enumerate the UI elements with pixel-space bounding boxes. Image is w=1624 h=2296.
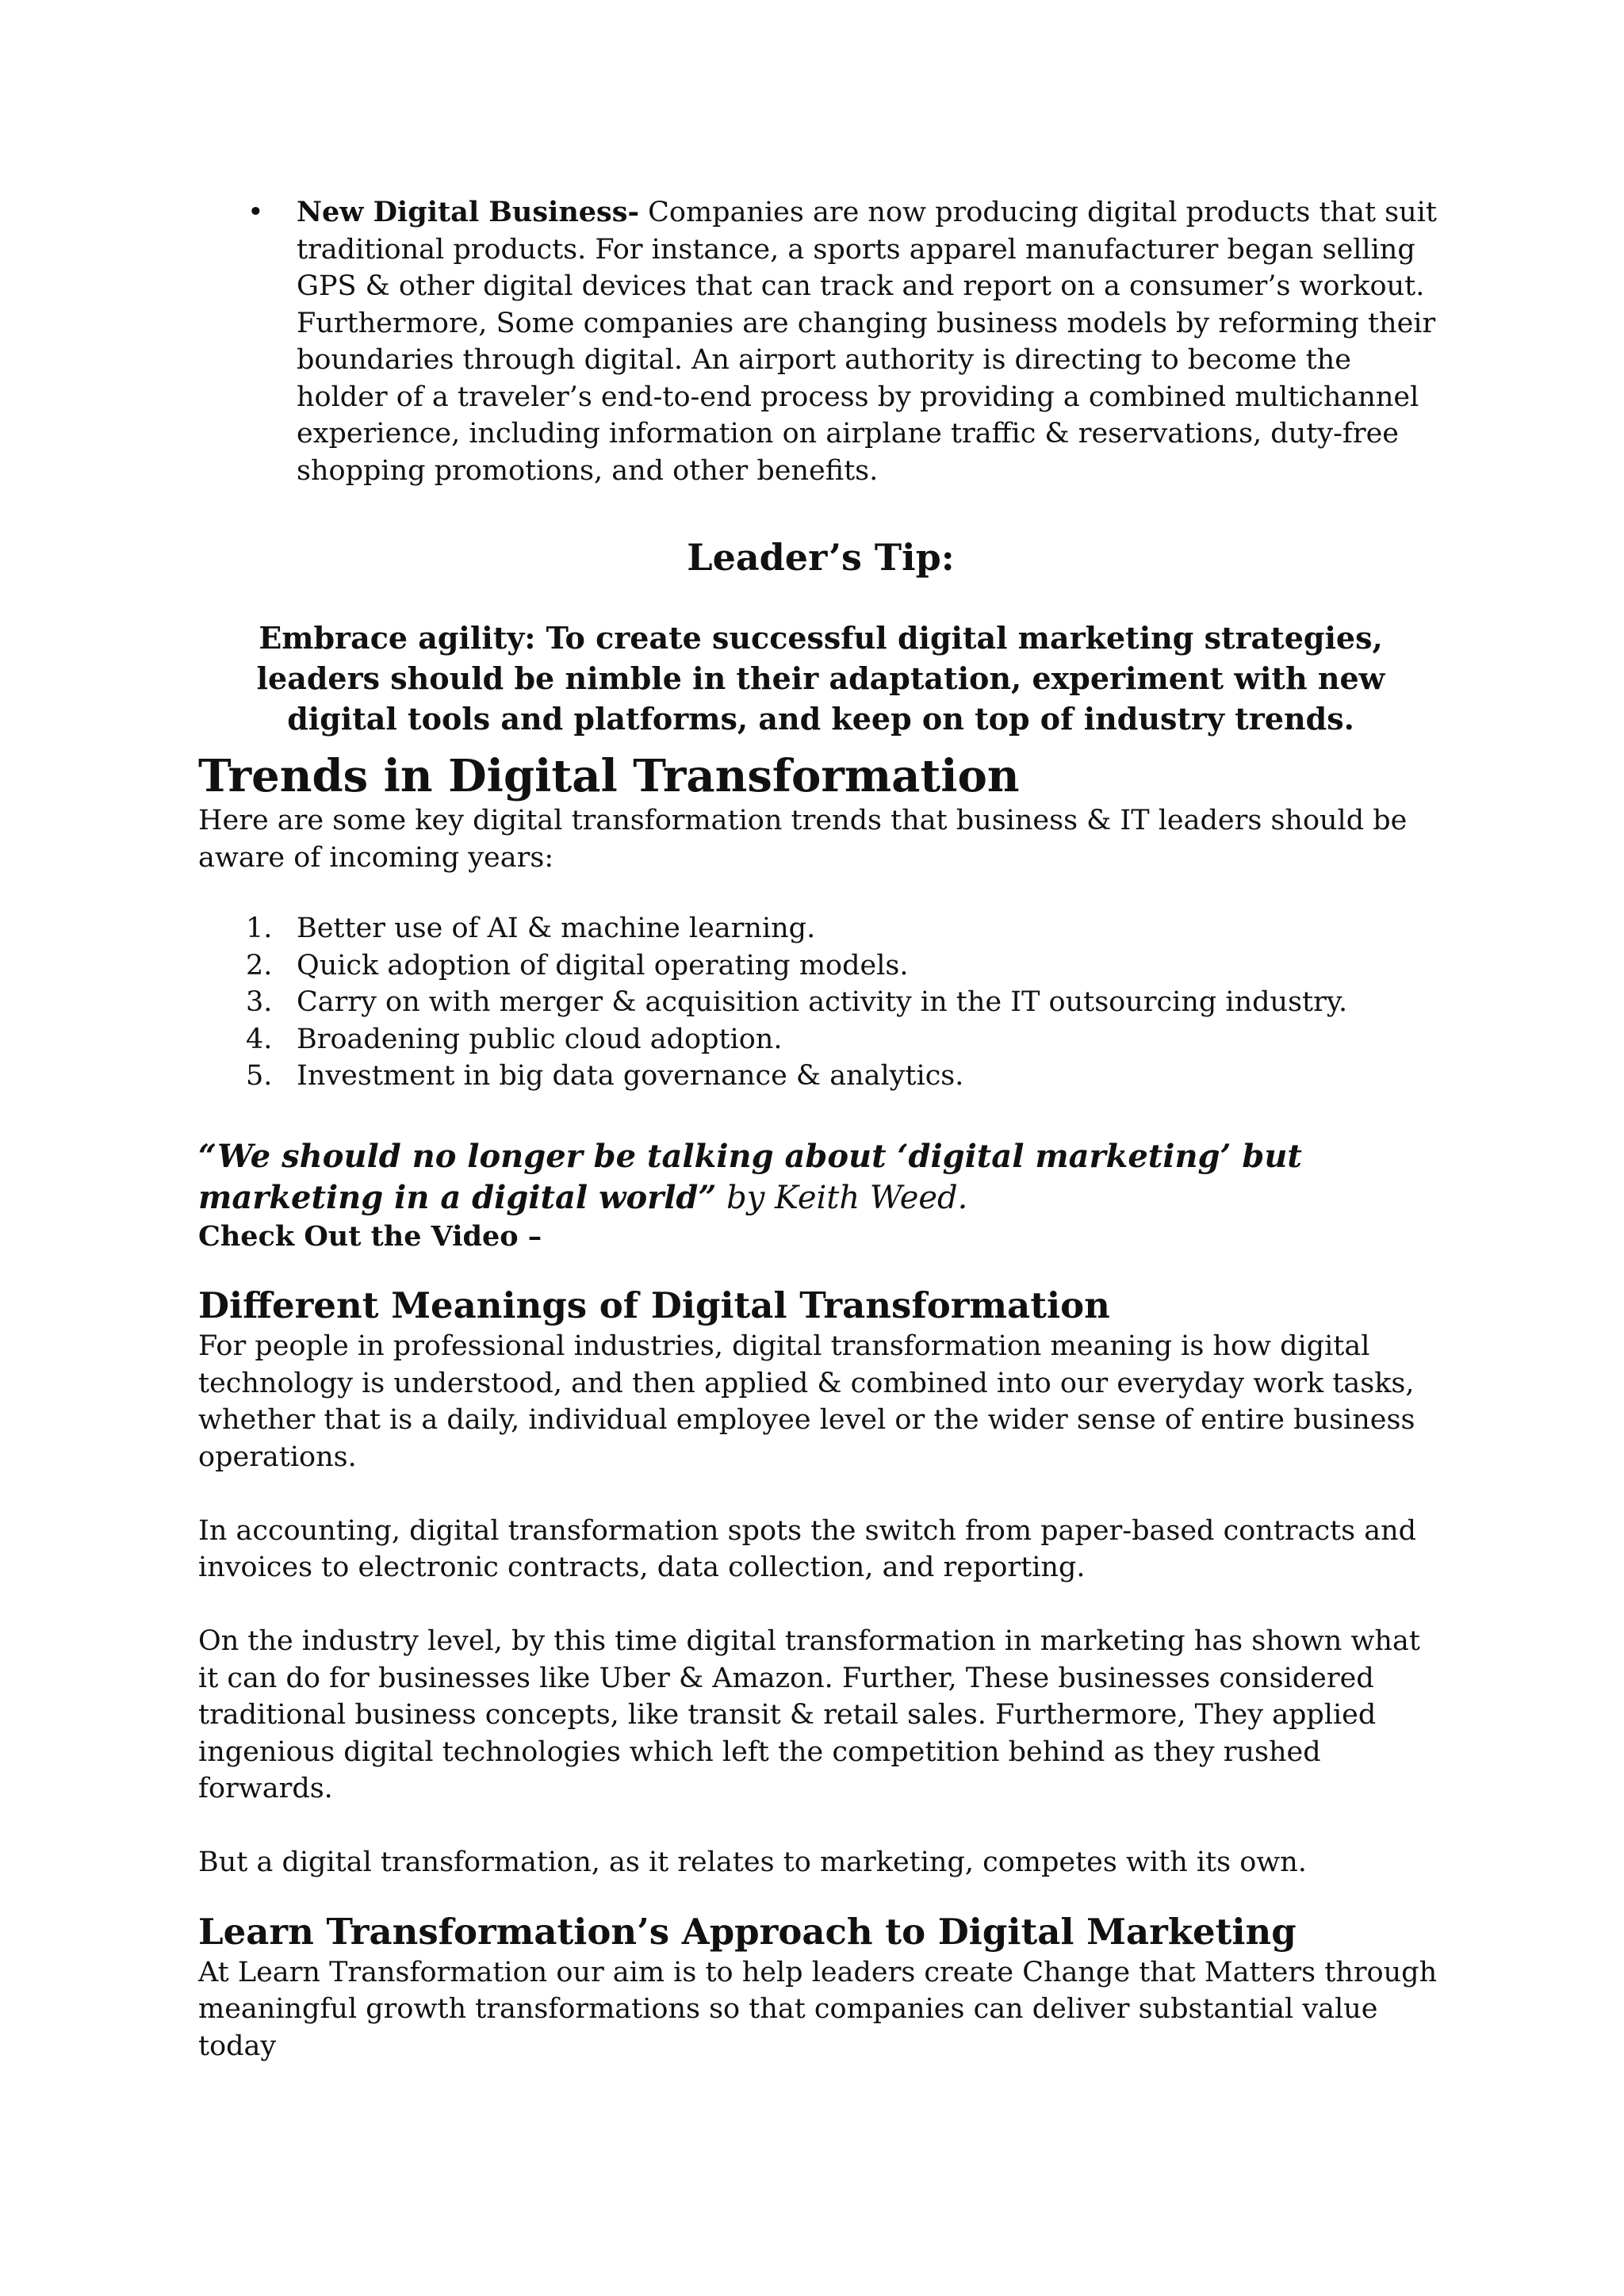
list-item [198,910,1443,947]
trends-intro: Here are some key digital transformation trends that business & IT leaders should be aware of incoming years: [198,805,1408,874]
list-number: 3. [246,986,273,1018]
list-item [198,1058,1443,1095]
list-item-text: Investment in big data governance & analytics. [297,1060,964,1092]
quote-text: “We should no longer be talking about ‘digital marketing’ but marketing in a digital world” [198,1137,1302,1216]
list-number: 2. [246,949,273,982]
list-number: 1. [246,913,273,944]
bullet-text: Companies are now producing digital products that suit traditional products. For instance, a sports apparel manufacturer began selling GPS & other digital devices that can track and report on a consumer’s workout. Furthermore, Some companies are changing business models by reforming their boundaries through digital. An airport authority is directing to become the holder of a traveler’s end-to-end process by providing a combined multichannel experience, including information on airplane traffic & reservations, duty-free shopping promotions, and other benefits. [297,197,1437,487]
bullet-dot-icon: • [247,197,264,228]
check-video-label: Check Out the Video – [198,1219,542,1253]
bullet-list-item [198,194,1443,489]
leaders-tip-title: Leader’s Tip: [687,536,955,579]
bullet-title: New Digital Business- [297,196,639,228]
leaders-tip-text: Embrace agility: To create successful digital marketing strategies, leaders should be nimble in their adaptation, experiment with new digital tools and platforms, and keep on top of industry trends. [256,620,1385,737]
document-page [198,194,1443,2064]
list-item [198,984,1443,1021]
quote-author: by Keith Weed. [716,1179,968,1216]
trends-heading: Trends in Digital Transformation [198,750,1020,802]
list-item [198,1021,1443,1058]
list-item [198,947,1443,985]
list-item-text: Broadening public cloud adoption. [297,1023,783,1055]
trends-list [198,910,1443,1095]
approach-text: At Learn Transformation our aim is to help leaders create Change that Matters through meaningful growth transformations so that companies can deliver substantial value today [198,1956,1438,2062]
paragraph: But a digital transformation, as it relates to marketing, competes with its own. [198,1846,1307,1878]
paragraph: On the industry level, by this time digital transformation in marketing has shown what it can do for businesses like Uber & Amazon. Further, These businesses considered traditional business concepts, like transit & retail sales. Furthermore, They applied ingenious digital technologies which left the competition behind as they rushed forwards. [198,1625,1420,1804]
list-item-text: Better use of AI & machine learning. [297,913,816,944]
quote [198,1136,1443,1219]
list-item-text: Carry on with merger & acquisition activity in the IT outsourcing industry. [297,986,1348,1018]
meanings-heading: Different Meanings of Digital Transformation [198,1284,1110,1326]
approach-heading: Learn Transformation’s Approach to Digital Marketing [198,1910,1297,1953]
list-item-text: Quick adoption of digital operating models. [297,949,909,982]
paragraph: In accounting, digital transformation spots the switch from paper-based contracts and invoices to electronic contracts, data collection, and reporting. [198,1514,1417,1583]
list-number: 5. [246,1060,273,1092]
list-number: 4. [246,1023,273,1055]
paragraph: For people in professional industries, digital transformation meaning is how digital technology is understood, and then applied & combined into our everyday work tasks, whether that is a daily, individual employee level or the wider sense of entire business operations. [198,1330,1415,1473]
